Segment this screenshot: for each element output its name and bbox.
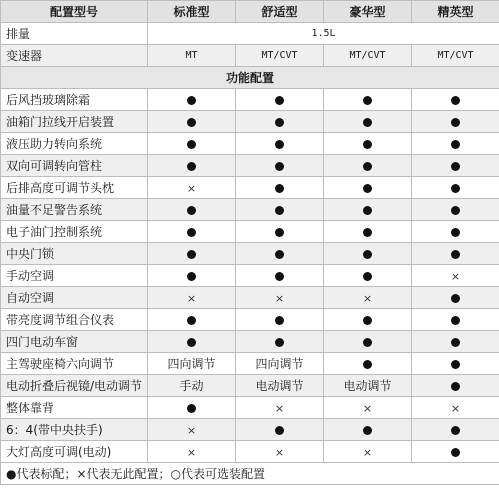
filled-circle-icon xyxy=(275,250,284,259)
filled-circle-icon xyxy=(187,206,196,215)
filled-circle-icon xyxy=(363,162,372,171)
not-available-cell xyxy=(148,177,236,199)
header-row xyxy=(1,1,499,23)
standard-dot-icon xyxy=(148,309,236,331)
not-available-cell xyxy=(148,287,236,309)
feature-row xyxy=(1,397,499,419)
filled-circle-icon xyxy=(363,118,372,127)
standard-dot-icon xyxy=(412,331,499,353)
standard-dot-icon xyxy=(324,419,412,441)
filled-circle-icon xyxy=(275,140,284,149)
standard-dot-icon xyxy=(412,287,499,309)
feature-label: 6：4(带中央扶手) xyxy=(1,419,148,441)
spec-row-displacement xyxy=(1,23,499,45)
feature-row xyxy=(1,441,499,463)
header-trim: 舒适型 xyxy=(236,1,324,23)
cross-icon: × xyxy=(274,401,285,415)
feature-label: 后排高度可调节头枕 xyxy=(1,177,148,199)
filled-circle-icon xyxy=(275,96,284,105)
cross-icon: × xyxy=(450,269,461,283)
feature-label: 后风挡玻璃除霜 xyxy=(1,89,148,111)
cross-icon: × xyxy=(186,445,197,459)
feature-label: 双向可调转向管柱 xyxy=(1,155,148,177)
standard-dot-icon xyxy=(412,243,499,265)
not-available-cell xyxy=(412,265,499,287)
feature-row xyxy=(1,309,499,331)
feature-row xyxy=(1,89,499,111)
filled-circle-icon xyxy=(363,228,372,237)
filled-circle-icon xyxy=(275,118,284,127)
filled-circle-icon xyxy=(187,118,196,127)
standard-dot-icon xyxy=(236,177,324,199)
filled-circle-icon xyxy=(275,426,284,435)
filled-circle-icon xyxy=(187,96,196,105)
feature-row xyxy=(1,177,499,199)
feature-row xyxy=(1,331,499,353)
filled-circle-icon xyxy=(187,272,196,281)
filled-circle-icon xyxy=(363,250,372,259)
feature-row xyxy=(1,133,499,155)
spec-row-transmission xyxy=(1,45,499,67)
feature-label: 电子油门控制系统 xyxy=(1,221,148,243)
filled-circle-icon xyxy=(363,206,372,215)
filled-circle-icon xyxy=(451,448,460,457)
feature-row xyxy=(1,353,499,375)
filled-circle-icon xyxy=(451,250,460,259)
standard-dot-icon xyxy=(324,221,412,243)
feature-label: 自动空调 xyxy=(1,287,148,309)
filled-circle-icon xyxy=(363,316,372,325)
standard-dot-icon xyxy=(236,199,324,221)
filled-circle-icon xyxy=(187,250,196,259)
standard-dot-icon xyxy=(324,155,412,177)
legend-text: ●代表标配；×代表无此配置；○代表可选装配置 xyxy=(1,463,499,485)
feature-value-text: 电动调节 xyxy=(236,375,324,397)
feature-row xyxy=(1,287,499,309)
standard-dot-icon xyxy=(148,155,236,177)
filled-circle-icon xyxy=(363,426,372,435)
spec-value: MT/CVT xyxy=(236,45,324,67)
cross-icon: × xyxy=(186,181,197,195)
standard-dot-icon xyxy=(148,133,236,155)
not-available-cell xyxy=(236,397,324,419)
feature-row xyxy=(1,265,499,287)
filled-circle-icon xyxy=(451,360,460,369)
filled-circle-icon xyxy=(187,162,196,171)
not-available-cell xyxy=(324,397,412,419)
standard-dot-icon xyxy=(412,155,499,177)
standard-dot-icon xyxy=(148,111,236,133)
filled-circle-icon xyxy=(451,118,460,127)
feature-row xyxy=(1,419,499,441)
standard-dot-icon xyxy=(412,441,499,463)
filled-circle-icon xyxy=(275,338,284,347)
standard-dot-icon xyxy=(236,221,324,243)
legend-row xyxy=(1,463,499,485)
standard-dot-icon xyxy=(412,177,499,199)
feature-row xyxy=(1,243,499,265)
feature-label: 中央门锁 xyxy=(1,243,148,265)
filled-circle-icon xyxy=(363,96,372,105)
filled-circle-icon xyxy=(451,140,460,149)
feature-row xyxy=(1,375,499,397)
standard-dot-icon xyxy=(412,199,499,221)
not-available-cell xyxy=(324,441,412,463)
feature-label: 油箱门拉线开启装置 xyxy=(1,111,148,133)
standard-dot-icon xyxy=(324,265,412,287)
standard-dot-icon xyxy=(236,133,324,155)
not-available-cell xyxy=(148,419,236,441)
cross-icon: × xyxy=(362,445,373,459)
feature-value-text: 四向调节 xyxy=(148,353,236,375)
standard-dot-icon xyxy=(236,243,324,265)
filled-circle-icon xyxy=(451,162,460,171)
standard-dot-icon xyxy=(236,265,324,287)
section-row xyxy=(1,67,499,89)
feature-label: 主驾驶座椅六向调节 xyxy=(1,353,148,375)
standard-dot-icon xyxy=(148,265,236,287)
filled-circle-icon xyxy=(451,316,460,325)
filled-circle-icon xyxy=(275,162,284,171)
standard-dot-icon xyxy=(412,353,499,375)
section-title: 功能配置 xyxy=(1,67,499,89)
spec-value: MT xyxy=(148,45,236,67)
filled-circle-icon xyxy=(187,228,196,237)
feature-label: 油量不足警告系统 xyxy=(1,199,148,221)
standard-dot-icon xyxy=(324,133,412,155)
standard-dot-icon xyxy=(236,419,324,441)
standard-dot-icon xyxy=(324,353,412,375)
not-available-cell xyxy=(412,397,499,419)
standard-dot-icon xyxy=(412,111,499,133)
filled-circle-icon xyxy=(275,206,284,215)
filled-circle-icon xyxy=(451,206,460,215)
standard-dot-icon xyxy=(148,221,236,243)
standard-dot-icon xyxy=(412,221,499,243)
standard-dot-icon xyxy=(324,111,412,133)
filled-circle-icon xyxy=(451,294,460,303)
filled-circle-icon xyxy=(363,140,372,149)
feature-value-text: 四向调节 xyxy=(236,353,324,375)
feature-label: 带亮度调节组合仪表 xyxy=(1,309,148,331)
standard-dot-icon xyxy=(324,243,412,265)
feature-value-text: 手动 xyxy=(148,375,236,397)
standard-dot-icon xyxy=(236,155,324,177)
filled-circle-icon xyxy=(451,338,460,347)
feature-label: 整体靠背 xyxy=(1,397,148,419)
standard-dot-icon xyxy=(148,243,236,265)
header-trim: 精英型 xyxy=(412,1,499,23)
feature-value-text: 电动调节 xyxy=(324,375,412,397)
cross-icon: × xyxy=(186,291,197,305)
filled-circle-icon xyxy=(363,272,372,281)
filled-circle-icon xyxy=(187,316,196,325)
filled-circle-icon xyxy=(275,184,284,193)
standard-dot-icon xyxy=(324,199,412,221)
filled-circle-icon xyxy=(451,228,460,237)
cross-icon: × xyxy=(186,423,197,437)
not-available-cell xyxy=(236,287,324,309)
feature-row xyxy=(1,221,499,243)
cross-icon: × xyxy=(362,291,373,305)
standard-dot-icon xyxy=(412,375,499,397)
standard-dot-icon xyxy=(412,89,499,111)
standard-dot-icon xyxy=(148,331,236,353)
feature-row xyxy=(1,155,499,177)
spec-value: MT/CVT xyxy=(412,45,499,67)
cross-icon: × xyxy=(274,445,285,459)
standard-dot-icon xyxy=(412,133,499,155)
standard-dot-icon xyxy=(324,89,412,111)
filled-circle-icon xyxy=(275,272,284,281)
standard-dot-icon xyxy=(412,419,499,441)
cross-icon: × xyxy=(362,401,373,415)
filled-circle-icon xyxy=(451,426,460,435)
standard-dot-icon xyxy=(412,309,499,331)
header-label: 配置型号 xyxy=(1,1,148,23)
standard-dot-icon xyxy=(236,111,324,133)
spec-label: 变速器 xyxy=(1,45,148,67)
feature-label: 手动空调 xyxy=(1,265,148,287)
spec-value: MT/CVT xyxy=(324,45,412,67)
standard-dot-icon xyxy=(148,89,236,111)
standard-dot-icon xyxy=(236,309,324,331)
standard-dot-icon xyxy=(324,331,412,353)
cross-icon: × xyxy=(450,401,461,415)
filled-circle-icon xyxy=(363,184,372,193)
feature-label: 四门电动车窗 xyxy=(1,331,148,353)
standard-dot-icon xyxy=(148,199,236,221)
spec-value: 1.5L xyxy=(148,23,499,45)
filled-circle-icon xyxy=(451,96,460,105)
filled-circle-icon xyxy=(275,228,284,237)
feature-label: 液压助力转向系统 xyxy=(1,133,148,155)
standard-dot-icon xyxy=(236,89,324,111)
filled-circle-icon xyxy=(363,338,372,347)
filled-circle-icon xyxy=(187,338,196,347)
feature-label: 大灯高度可调(电动) xyxy=(1,441,148,463)
filled-circle-icon xyxy=(187,140,196,149)
filled-circle-icon xyxy=(451,184,460,193)
standard-dot-icon xyxy=(236,331,324,353)
feature-label: 电动折叠后视镜/电动调节 xyxy=(1,375,148,397)
cross-icon: × xyxy=(274,291,285,305)
standard-dot-icon xyxy=(324,309,412,331)
header-trim: 标准型 xyxy=(148,1,236,23)
standard-dot-icon xyxy=(324,177,412,199)
feature-row xyxy=(1,199,499,221)
spec-label: 排量 xyxy=(1,23,148,45)
not-available-cell xyxy=(148,441,236,463)
filled-circle-icon xyxy=(451,382,460,391)
header-trim: 豪华型 xyxy=(324,1,412,23)
filled-circle-icon xyxy=(363,360,372,369)
filled-circle-icon xyxy=(187,404,196,413)
standard-dot-icon xyxy=(148,397,236,419)
not-available-cell xyxy=(324,287,412,309)
filled-circle-icon xyxy=(275,316,284,325)
feature-row xyxy=(1,111,499,133)
not-available-cell xyxy=(236,441,324,463)
